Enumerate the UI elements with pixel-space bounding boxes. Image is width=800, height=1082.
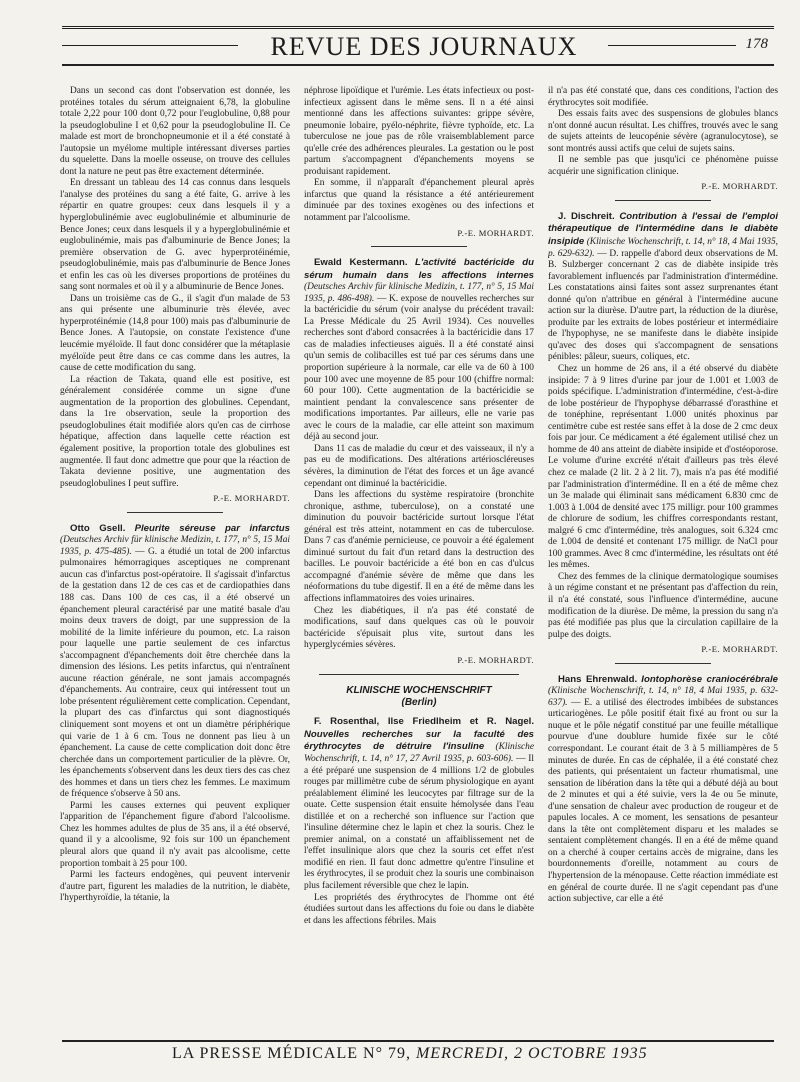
header-rule-left [62,45,238,46]
paragraph: La réaction de Takata, quand elle est positive, est généralement considérée comme un signe d'une augmentation de la proportion des globulines. Cependant, dans la 1re observation, seule la proportion des pseudoglobulines était modifiée alors qu'en cas de cirrhose hépatique, affection dans laquelle cette réaction est également positive, la proportion totale des globulines est augmentée. Il faut donc admettre que pour que la réaction de Takata devienne positive, une augmentation des pseudoglobulines I peut suffire. [60,374,290,489]
text-columns [60,86,780,1038]
separator-rule [615,663,711,664]
article-author: Ewald Kestermann. [314,257,408,269]
paragraph: Chez des femmes de la clinique dermatologique soumises à un régime constant et ne présentant pas d'affection du rein, il n'a été constaté, sous l'influence d'intermédine, aucune modification de la diurèse. De même, la pression du sang n'a pas été modifiée pas plus que la circulation capillaire de la pulpe des doigts. [548,571,778,640]
paragraph: néphrose lipoïdique et l'urémie. Les états infectieux ou post-infectieux agissent dans le même sens. Il n a été ainsi mentionné dans les affections suivantes: grippe sévère, pneumonie lobaire, pyélo-néphrite, fièvre typhoïde, etc. La tuberculose ne joue pas de rôle vraisemblablement parce qu'elle crée des adhérences pleurales. La gestation ou le post partum s'accompagnent d'épanchements moyens se produisant rapidement. [304,86,534,177]
footer-text [172,1045,648,1063]
paragraph: Parmi les causes externes qui peuvent expliquer l'apparition de l'épanchement figure d'abord l'alcoolisme. Chez les hommes adultes de plus de 35 ans, il a été observé, quand il y a alcoolisme, 92 fois sur 100 un épanchement pleural alors que quand il n'y avait pas alcoolisme, cette proportion tombait à 25 pour 100. [60,800,290,869]
separator-rule [127,512,223,513]
section-title: KLINISCHE WOCHENSCHRIFT [346,685,492,697]
paragraph: Chez les diabétiques, il n'a pas été constaté de modifications, sauf dans quelques cas où le pouvoir bactéricide s'épuisait plus vite, surtout dans les hyperglycémies sévères. [304,605,534,651]
author-signature: P.-E. MORHARDT. [701,644,778,655]
column-1 [60,86,290,1038]
article-title: Pleurite séreuse par infarctus [134,522,290,534]
footer-date: 2 OCTOBRE [513,1045,607,1062]
article-title: Iontophorèse craniocérébrale [641,673,778,685]
paragraph: Dans les affections du système respiratoire (bronchite chronique, asthme, tuberculose), on a constaté une diminution du pouvoir bactéricide surtout lorsque l'état général est très atteint, notamment en cas de tuberculose. Dans 7 cas d'anémie pernicieuse, ce pouvoir a été également diminué surtout du fait d'un retard dans la destruction des bacilles. Le pouvoir bactéricide a été bon en cas d'ulcus accompagné d'anémie sévère de même que dans les néoformations du tube digestif. Il en a été de même dans les affections inflammatoires des voies urinaires. [304,490,534,604]
page-number: 178 [745,36,768,52]
separator-rule [319,674,519,675]
journal-title: REVUE DES JOURNAUX [270,32,578,61]
author-signature: P.-E. MORHARDT. [457,654,534,665]
paragraph: Les propriétés des érythrocytes de l'homme ont été étudiées surtout dans les affections du foie ou dans le diabète et dans les affections fébriles. Mais [304,892,534,926]
article-source: (Deutsches Archiv für klinische Medizin, t. 177, n° 5, 15 Mai 1935, p. 475-485). [60,535,290,557]
paragraph: Parmi les facteurs endogènes, qui peuvent intervenir d'autre part, figurent les maladies de la nutrition, le diabète, l'hyperthyroïdie, la tétanie, la [60,870,290,904]
article-kestermann [304,257,534,444]
article-title: Contribution à l'essai de l'emploi thérapeutique de l'intermédine dans le diabète insipide [548,210,778,248]
page-footer [62,1040,774,1066]
column-3 [548,86,778,1038]
header-rule-right [608,45,736,46]
paragraph: Dans un troisième cas de G., il s'agit d'un malade de 53 ans qui présente une albuminurie très élevée, avec hyperprotéinémie (14,8 pour 100) mais pas d'albuminurie de Bence Jones. A l'autopsie, on constate l'existence d'une leucémie myéloïde. Il faut donc considérer que la métaplasie myéloïde peut être dans ce cas comme dans les autres, la cause de cette modification du sang. [60,293,290,374]
author-signature: P.-E. MORHARDT. [701,181,778,192]
paragraph: Des essais faits avec des suspensions de globules blancs n'ont donné aucun résultat. Les chiffres, trouvés avec le sang de sujets atteints de leucopénie sévère (agranulocytose), se sont montrés aussi actifs que celui de sujets sains. [548,109,778,154]
separator-rule [371,246,467,247]
paragraph: Il ne semble pas que jusqu'ici ce phénomène puisse acquérir une signification clinique. [548,155,778,177]
column-2 [304,86,534,1038]
footer-year: 1935 [611,1045,648,1062]
author-signature: P.-E. MORHARDT. [213,493,290,504]
footer-publication: LA PRESSE MÉDICALE [172,1045,359,1062]
article-title: Nouvelles recherches sur la faculté des érythrocytes de détruire l'insuline [304,728,534,753]
footer-issue: N° 79, [363,1045,411,1062]
article-source: (Deutsches Archiv für klinische Medizin, t. 177, n° 5, 15 Mai 1935, p. 486-498). [304,282,534,304]
article-body: — E. a utilisé des électrodes imbibées de substances urticariogènes. Le pôle positif était fixé au front ou sur la nuque et le pôle négatif constitué par une feuille métallique pourvue d'une doublure humide fixée sur le côté correspondant. Le courant était de 3 à 5 milliampères de 5 minutes de durée. En cas de céphalée, il a été constaté chez des patients, qui présentaient un facteur rhumatismal, une sensation de libération dans la tête qui a débuté déjà au bout de 2 minutes et qui a été suivie, vers la 4e ou 5e minute, d'une sensation de chaleur avec production de rougeur et de papules locales. A ce moment, les sensations de pesanteur dans la tête ont complètement disparu et les malades se sentaient complètement changés. Il en a été de même quand on a cherché à couper certains accès de migraine, dans les bourdonnements d'oreille, notamment au cours de l'hypertension de la ménopause. Cette réaction immédiate est en général de courte durée. Il ne s'agit cependant pas d'une action subjective, car elle a été [548,697,778,905]
paragraph: Dans 11 cas de maladie du cœur et des vaisseaux, il n'y a pas eu de modifications. Des altérations artérioscléreuses sévères, la diminution de l'état des forces et un âge avancé cependant ont diminué la bactéricidie. [304,443,534,489]
article-source: (Klinische Wochenschrift, t. 14, n° 18, 4 Mai 1935, p. 632-637). [548,686,778,708]
article-author: F. Rosenthal, Ilse Friedlheim et R. Nagel. [314,716,534,728]
article-source: (Klinische Wochenschrift, t. 14, n° 18, 4 Mai 1935, p. 629-632). [548,237,778,259]
paragraph: En somme, il n'apparaît d'épanchement pleural après infarctus que quand la résistance a été antérieurement diminuée par des toxines exogènes ou des infections et notamment par l'alcoolisme. [304,178,534,224]
page-header [62,26,774,66]
article-author: Hans Ehrenwald. [558,673,638,685]
author-signature: P.-E. MORHARDT. [457,227,534,238]
separator-rule [615,200,711,201]
footer-weekday: MERCREDI, [415,1045,509,1062]
paragraph: Chez un homme de 26 ans, il a été observé du diabète insipide: 7 à 9 litres d'urine par jour de 1.001 et 1.003 de poids spécifique. L'administration d'intermédine, c'est-à-dire de lobe postérieur de l'hypophyse débarrassé d'orasthine et de tonéphine, représentant 1.000 unités phoxinus par centimètre cube est restée sans effet à la dose de 2 cmc deux fois par jour. Ce médicament a été également utilisé chez un homme de 40 ans atteint de diabète insipide et d'ostéoporose. Le volume d'urine excrété n'était d'ailleurs pas très élevé chez ce malade (2 lit. 2 à 2 lit. 7), mais n'a pas été modifié par l'administration d'intermédine. Il en a été de même chez un 3e malade qui éliminait sans médicament 6.830 cmc de 1.003 à 1.004 de densité avec 175 milligr. pour 100 grammes de chlorure de sodium, les chiffres correspondants restant, malgré 6 cmc d'intermédine, très analogues, soit 6.324 cmc de 1.004 de densité et contenant 175 milligr. de NaCl pour 100 grammes. Avec 8 cmc d'intermédine, les résultats ont été les mêmes. [548,364,778,571]
paragraph: En dressant un tableau des 14 cas connus dans lesquels l'analyse des protéines du sang a été faite, G. arrive à les répartir en quatre groupes: ceux dans lesquels il y a hyperglobulinémie avec euglobulinémie et albuminurie de Bence Jones; ceux dans lesquels il y a hyperglobulinémie et euglobulinémie, mais pas d'albuminurie de Bence Jones; la première observation de G. avec hyperprotéinémie, pseudoglobulinémie, mais pas d'albuminurie de Bence Jones et enfin les cas où les diverses proportions de protéines du sang sont normales et où il y a albuminurie de Bence Jones. [60,178,290,293]
article-author: Otto Gsell. [70,522,126,534]
article-author: J. Dischreit. [558,210,615,222]
article-body: — D. rappelle d'abord deux observations de M. B. Sulzberger concernant 2 cas de diabète insipide très favorablement influencés par l'administration d'intermédine. Les constatations ainsi faites sont assez surprenantes étant donné qu'on n'attribue en général à l'intermédine aucune action sur la diurèse. D'autre part, la réduction de la diurèse, produite par les extraits de lobes postérieur et intermédiaire de l'hypophyse, ne se manifeste dans le diabète insipide qu'avec des doses qui s'accompagnent de sensations pénibles: pâleur, sueurs, coliques, etc. [548,248,778,363]
article-ehrenwald [548,674,778,906]
article-title: L'activité bactéricide du sérum humain dans les affections internes [304,257,534,281]
article-dischreit [548,211,778,364]
article-gsell [60,523,290,801]
article-body: — G. a étudié un total de 200 infarctus pulmonaires hémorragiques asceptiques ne comprenant aucun cas d'infarctus post-opératoire. Il s'agissait d'infarctus de la gestation dans 12 de ces cas et de cardiopathies dans 188 cas. Dans 100 de ces cas, il a été observé un épanchement pleural caractérisé par une matité basale d'au moins deux travers de doigt, par une suppression de la mobilité de la limite inférieure du poumon, etc. La raison pour laquelle une partie seulement de ces infarctus s'accompagnent d'épanchements doit être cherchée dans la dimension des lésions. Les petits infarctus, qui n'entraînent aucune réaction générale, ne sont jamais accompagnés d'épanchements. Au contraire, ceux qui intéressent tout un lobe présentent régulièrement cette complication. Cependant, la plupart des cas d'infarctus qui sont diagnostiqués cliniquement sont moyens et ont un diamètre périphérique qui varie de 1 à 6 cm. Tous ne donnent pas lieu à un épanchement. La cause de cette complication doit donc être cherchée dans un comportement particulier de la plèvre. Or, les épanchements s'observent dans les deux tiers des cas chez des hommes et dans un tiers chez les femmes. Le maximum de fréquence s'observe à 50 ans. [60,546,290,800]
article-rosenthal [304,716,534,892]
article-body: — K. expose de nouvelles recherches sur la bactéricidie du sérum (voir analyse du précédent travail: La Presse Médicale du 25 Avril 1934). Ces nouvelles recherches sont d'abord consacrées à la bactéricidie dans 17 cas de maladies infectieuses aiguës. Il a été constaté ainsi qu'un semis de colibacilles est tué par ces sérums dans une proportion supérieure à la normale, car elle va de 60 à 100 pour 100 avec une moyenne de 85 pour 100 (chiffre normal: 60 pour 100). Cette augmentation de la bactéricidie se maintient pendant la convalescence sans présenter de modifications importantes. Par ailleurs, elle ne varie pas avec le cours de la maladie, car elle atteint son maximum déjà au second jour. [304,293,534,443]
article-source: (Klinische Wochenschrift, t. 14, n° 17, 27 Avril 1935, p. 603-606). [304,742,534,764]
section-subtitle: (Berlin) [401,696,437,708]
paragraph: Dans un second cas dont l'observation est donnée, les protéines totales du sérum atteignaient 6,78, la globuline totale 2,22 pour 100 dont 0,72 pour l'euglobuline, 0,88 pour la pseudoglobuline I et 0,62 pour la pseudoglobuline II. Ce malade est mort de bronchopneumonie et il a été constaté à l'autopsie un myélome multiple intéressant diverses parties du squelette. Dans la moelle osseuse, on trouve des cellules dont la nature ne peut pas être exactement déterminée. [60,86,290,177]
paragraph: il n'a pas été constaté que, dans ces conditions, l'action des érythrocytes soit modifiée. [548,86,778,108]
article-body: — Il a été préparé une suspension de 4 millions 1/2 de globules rouges par millimètre cube de sérum physiologique en ayant préalablement éliminé les leucocytes par filtrage sur de la ouate. Cette suspension était ensuite hémolysée dans l'eau distillée et on a recherché son influence sur l'action que l'insuline détermine chez le lapin et chez la souris. Chez le premier animal, on a constaté un affaiblissement net de l'effet insulinique alors que chez la souris cet effet n'est modifié en rien. Il faut donc admettre qu'entre l'insuline et les érythrocytes, il se produit chez la souris une combinaison plus facilement réversible que chez le lapin. [304,753,534,891]
